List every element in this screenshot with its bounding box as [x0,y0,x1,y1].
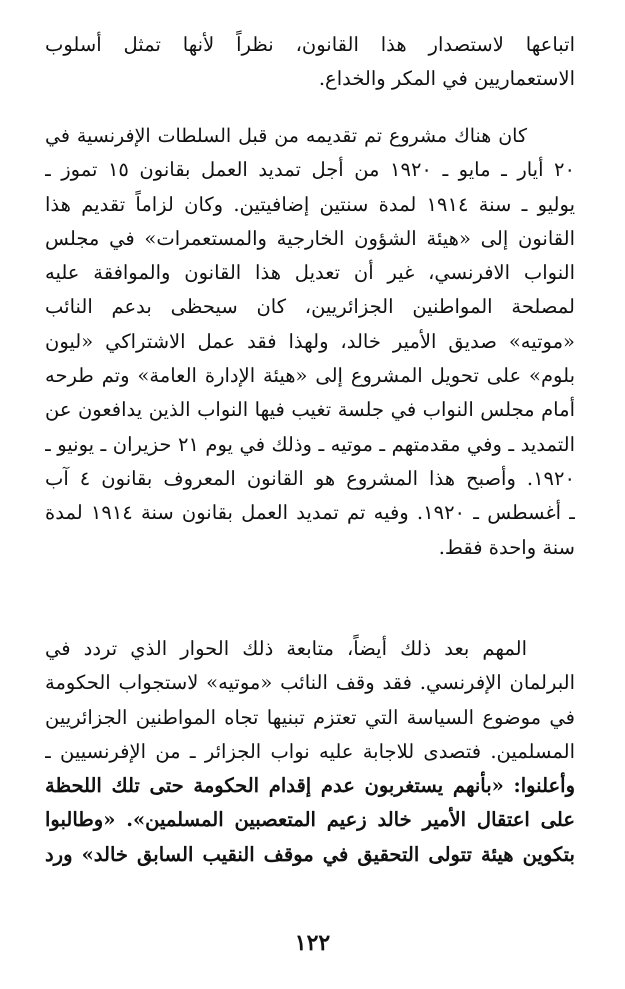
paragraph-1 [45,28,575,97]
text-line: في موضوع السياسة التي تعتزم تبنيها تجاه المواطنين الجزائريين [45,705,575,729]
text-line: ـ أغسطس ـ ١٩٢٠. وفيه تم تمديد العمل بقانون سنة ١٩١٤ لمدة [45,501,575,525]
text-line: «موتيه» صديق الأمير خالد، ولهذا فقد عمل الاشتراكي «ليون [45,329,575,353]
text-line: القانون إلى «هيئة الشؤون الخارجية والمستعمرات» في مجلس [45,226,575,250]
paragraph-3 [45,632,575,872]
text-line: يوليو ـ سنة ١٩١٤ لمدة سنتين إضافيتين. وكان لزاماً تقديم هذا [45,192,575,216]
text-line: ٢٠ أيار ـ مايو ـ ١٩٢٠ من أجل تمديد العمل بقانون ١٥ تموز ـ [45,158,575,182]
paragraph-2 [45,119,575,565]
text-line: بلوم» على تحويل المشروع إلى «هيئة الإدارة العامة» وتم طرحه [45,364,575,388]
text-line: اتباعها لاستصدار هذا القانون، نظراً لأنها تمثل أسلوب [45,33,575,56]
text-line: على اعتقال الأمير خالد زعيم المتعصبين المسلمين». «وطالبوا [45,808,575,832]
text-line: وأعلنوا: «بأنهم يستغربون عدم إقدام الحكومة حتى تلك اللحظة [45,774,575,798]
page-number: ١٢٢ [294,930,331,956]
text-line: كان هناك مشروع تم تقديمه من قبل السلطات الإفرنسية في [45,125,527,147]
text-line: أمام مجلس النواب في جلسة تغيب فيها النواب الذين يدافعون عن [45,398,575,422]
text-line: المهم بعد ذلك أيضاً، متابعة ذلك الحوار الذي تردد في [45,637,527,660]
text-line: النواب الافرنسي، غير أن تعديل هذا القانون والموافقة عليه [45,261,575,285]
text-line: بتكوين هيئة تتولى التحقيق في موقف النقيب السابق خالد» ورد [45,842,575,866]
text-line: المسلمين. فتصدى للاجابة عليه نواب الجزائر ـ من الإفرنسيين ـ [45,739,575,763]
text-line: ١٩٢٠. وأصبح هذا المشروع هو القانون المعروف بقانون ٤ آب [45,466,575,490]
text-line: سنة واحدة فقط. [438,535,575,559]
text-line: التمديد ـ وفي مقدمتهم ـ موتيه ـ وذلك في يوم ٢١ حزيران ـ يونيو ـ [45,432,575,456]
text-line: لمصلحة المواطنين الجزائريين، كان سيحظى بدعم النائب [45,295,575,319]
text-line: البرلمان الإفرنسي. فقد وقف النائب «موتيه» لاستجواب الحكومة [45,671,575,695]
text-line: الاستعماريين في المكر والخداع. [318,67,575,91]
